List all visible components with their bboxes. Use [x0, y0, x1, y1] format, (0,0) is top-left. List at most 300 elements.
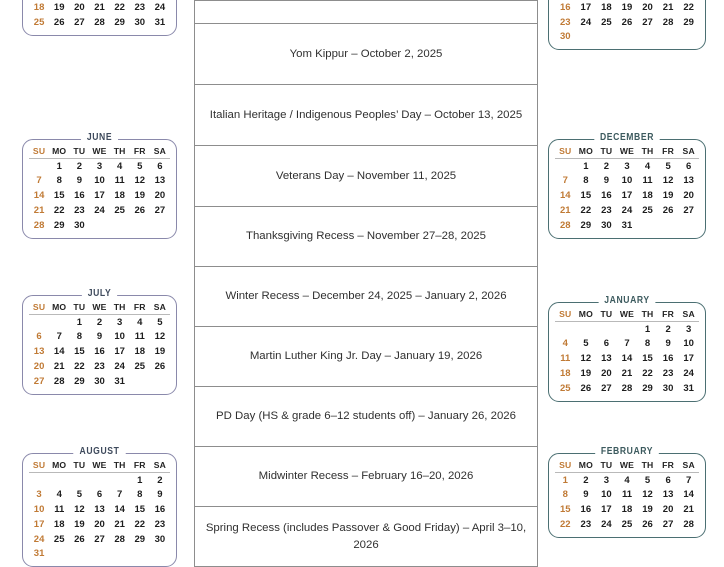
- list-item-label: Yom Kippur – October 2, 2025: [290, 46, 443, 63]
- calendar-day[interactable]: 3: [89, 159, 109, 174]
- calendar-day[interactable]: 2: [69, 159, 89, 174]
- calendar-day[interactable]: 24: [617, 203, 638, 218]
- calendar-day[interactable]: 19: [617, 0, 638, 15]
- calendar-body: [555, 0, 699, 44]
- calendar-week-row: [29, 547, 170, 562]
- calendar-day[interactable]: 15: [130, 503, 150, 518]
- calendar-day[interactable]: 18: [617, 503, 638, 518]
- calendar-day[interactable]: 8: [49, 174, 69, 189]
- calendar-day[interactable]: 22: [637, 366, 658, 381]
- calendar-day[interactable]: 4: [555, 337, 576, 352]
- calendar-day[interactable]: 31: [678, 381, 699, 396]
- calendar-day[interactable]: 28: [617, 381, 638, 396]
- calendar-day[interactable]: 19: [576, 366, 597, 381]
- calendar-grid: [29, 0, 170, 30]
- calendar-day-empty: [150, 547, 170, 562]
- calendar-week-row: [555, 218, 699, 233]
- calendar-day[interactable]: 9: [596, 174, 617, 189]
- calendar-day[interactable]: 20: [596, 366, 617, 381]
- calendar-day[interactable]: 26: [576, 381, 597, 396]
- calendar-day[interactable]: 5: [150, 315, 170, 330]
- calendar-day[interactable]: 18: [555, 366, 576, 381]
- calendar-day[interactable]: 9: [89, 330, 109, 345]
- list-item: [195, 1, 537, 24]
- calendar-day[interactable]: 15: [555, 503, 576, 518]
- calendar-day[interactable]: 4: [49, 488, 69, 503]
- calendar-day[interactable]: 5: [637, 473, 658, 488]
- calendar-day[interactable]: 17: [617, 189, 638, 204]
- calendar-day-empty: [678, 218, 699, 233]
- weekday-header: SU: [29, 300, 49, 315]
- list-item: [195, 327, 537, 387]
- calendar-day[interactable]: 29: [637, 381, 658, 396]
- calendar-day[interactable]: 12: [69, 503, 89, 518]
- calendar-day[interactable]: 25: [555, 381, 576, 396]
- calendar-day[interactable]: 10: [110, 330, 130, 345]
- calendar-day[interactable]: 16: [576, 503, 597, 518]
- weekday-header: WE: [617, 458, 638, 473]
- list-item-label: Midwinter Recess – February 16–20, 2026: [259, 468, 474, 485]
- calendar-day[interactable]: 13: [150, 174, 170, 189]
- calendar-grid: [29, 300, 170, 389]
- weekday-header: WE: [89, 458, 109, 473]
- calendar-day[interactable]: 25: [29, 15, 49, 30]
- calendar-day[interactable]: 27: [150, 203, 170, 218]
- calendar-day[interactable]: 7: [617, 337, 638, 352]
- weekday-header: MO: [576, 458, 597, 473]
- calendar-day[interactable]: 30: [150, 532, 170, 547]
- calendar-day[interactable]: 3: [678, 322, 699, 337]
- calendar-day[interactable]: 9: [658, 337, 679, 352]
- calendar-week-row: [29, 189, 170, 204]
- calendar-day[interactable]: 27: [89, 532, 109, 547]
- calendar-day[interactable]: 23: [555, 15, 576, 30]
- calendar-day[interactable]: 1: [69, 315, 89, 330]
- calendar-day[interactable]: 11: [49, 503, 69, 518]
- calendar-day[interactable]: 3: [110, 315, 130, 330]
- calendar-day[interactable]: 22: [555, 517, 576, 532]
- calendar-day-empty: [89, 473, 109, 488]
- calendar-day[interactable]: 9: [150, 488, 170, 503]
- calendar-day[interactable]: 21: [110, 517, 130, 532]
- calendar-day[interactable]: 16: [150, 503, 170, 518]
- calendar-day[interactable]: 3: [617, 159, 638, 174]
- mini-calendar-february-2026: [548, 453, 706, 538]
- calendar-day[interactable]: 30: [130, 15, 150, 30]
- holiday-list: [194, 0, 538, 567]
- calendar-day[interactable]: 20: [658, 503, 679, 518]
- calendar-day[interactable]: 16: [555, 0, 576, 15]
- calendar-week-row: [29, 159, 170, 174]
- weekday-header: TH: [110, 300, 130, 315]
- calendar-day[interactable]: 29: [110, 15, 130, 30]
- calendar-day[interactable]: 25: [637, 203, 658, 218]
- calendar-day[interactable]: 31: [617, 218, 638, 233]
- calendar-day[interactable]: 9: [69, 174, 89, 189]
- calendar-day[interactable]: 26: [150, 359, 170, 374]
- calendar-day[interactable]: 27: [637, 15, 658, 30]
- calendar-day[interactable]: 6: [678, 159, 699, 174]
- calendar-day[interactable]: 29: [576, 218, 597, 233]
- calendar-day[interactable]: 15: [69, 345, 89, 360]
- calendar-day[interactable]: 4: [617, 473, 638, 488]
- calendar-day[interactable]: 10: [617, 174, 638, 189]
- calendar-day[interactable]: 23: [130, 0, 150, 15]
- weekday-header: TH: [110, 458, 130, 473]
- calendar-day[interactable]: 11: [617, 488, 638, 503]
- calendar-day[interactable]: 21: [29, 203, 49, 218]
- calendar-day[interactable]: 3: [29, 488, 49, 503]
- calendar-week-row: [555, 30, 699, 45]
- calendar-day[interactable]: 18: [596, 0, 617, 15]
- calendar-day[interactable]: 4: [110, 159, 130, 174]
- calendar-day[interactable]: 14: [678, 488, 699, 503]
- calendar-day[interactable]: 26: [637, 517, 658, 532]
- calendar-day[interactable]: 18: [110, 189, 130, 204]
- calendar-day[interactable]: 8: [69, 330, 89, 345]
- calendar-day[interactable]: 17: [29, 517, 49, 532]
- calendar-day[interactable]: 14: [49, 345, 69, 360]
- calendar-day[interactable]: 23: [596, 203, 617, 218]
- calendar-day[interactable]: 12: [658, 174, 679, 189]
- calendar-day[interactable]: 2: [658, 322, 679, 337]
- calendar-day[interactable]: 26: [49, 15, 69, 30]
- calendar-day[interactable]: 9: [576, 488, 597, 503]
- calendar-week-row: [555, 352, 699, 367]
- calendar-day[interactable]: 8: [576, 174, 597, 189]
- calendar-day[interactable]: 15: [49, 189, 69, 204]
- calendar-day[interactable]: 1: [130, 473, 150, 488]
- calendar-day[interactable]: 21: [555, 203, 576, 218]
- calendar-day-empty: [576, 322, 597, 337]
- calendar-day[interactable]: 6: [29, 330, 49, 345]
- calendar-day[interactable]: 21: [89, 0, 109, 15]
- calendar-day[interactable]: 10: [678, 337, 699, 352]
- calendar-day[interactable]: 25: [49, 532, 69, 547]
- calendar-day[interactable]: 25: [596, 15, 617, 30]
- calendar-day[interactable]: 19: [49, 0, 69, 15]
- calendar-body: [29, 315, 170, 389]
- calendar-day[interactable]: 20: [637, 0, 658, 15]
- list-item-label: Martin Luther King Jr. Day – January 19, 2026: [250, 348, 482, 365]
- calendar-day[interactable]: 21: [658, 0, 679, 15]
- calendar-day-empty: [617, 30, 638, 45]
- weekday-header: SU: [555, 307, 576, 322]
- calendar-day[interactable]: 22: [576, 203, 597, 218]
- calendar-day[interactable]: 11: [110, 174, 130, 189]
- calendar-day[interactable]: 15: [637, 352, 658, 367]
- calendar-day[interactable]: 23: [69, 203, 89, 218]
- calendar-day[interactable]: 25: [130, 359, 150, 374]
- calendar-day[interactable]: 28: [49, 374, 69, 389]
- list-item-label: Winter Recess – December 24, 2025 – January 2, 2026: [225, 288, 506, 305]
- calendar-day[interactable]: 20: [150, 189, 170, 204]
- calendar-day[interactable]: 30: [89, 374, 109, 389]
- calendar-day-empty: [150, 374, 170, 389]
- weekday-header: TH: [637, 458, 658, 473]
- calendar-day[interactable]: 24: [89, 203, 109, 218]
- weekday-header: FR: [658, 458, 679, 473]
- right-calendar-column: [542, 0, 724, 533]
- calendar-week-row: [555, 15, 699, 30]
- calendar-day[interactable]: 21: [678, 503, 699, 518]
- calendar-day[interactable]: 12: [576, 352, 597, 367]
- calendar-day[interactable]: 24: [576, 15, 597, 30]
- calendar-day[interactable]: 23: [89, 359, 109, 374]
- calendar-day[interactable]: 30: [555, 30, 576, 45]
- calendar-day[interactable]: 26: [69, 532, 89, 547]
- calendar-day[interactable]: 13: [678, 174, 699, 189]
- calendar-day[interactable]: 25: [110, 203, 130, 218]
- weekday-header: TU: [69, 144, 89, 159]
- calendar-day[interactable]: 23: [576, 517, 597, 532]
- weekday-header: MO: [49, 144, 69, 159]
- calendar-day[interactable]: 22: [130, 517, 150, 532]
- weekday-header: SU: [29, 458, 49, 473]
- calendar-week-row: [555, 381, 699, 396]
- calendar-day[interactable]: 26: [617, 15, 638, 30]
- calendar-day[interactable]: 2: [89, 315, 109, 330]
- calendar-day[interactable]: 20: [29, 359, 49, 374]
- calendar-day[interactable]: 11: [555, 352, 576, 367]
- calendar-day[interactable]: 5: [130, 159, 150, 174]
- weekday-header: MO: [49, 300, 69, 315]
- calendar-day-empty: [576, 30, 597, 45]
- weekday-header: SA: [150, 458, 170, 473]
- calendar-day[interactable]: 8: [637, 337, 658, 352]
- calendar-day[interactable]: 24: [596, 517, 617, 532]
- calendar-day[interactable]: 23: [658, 366, 679, 381]
- calendar-day[interactable]: 10: [596, 488, 617, 503]
- calendar-day[interactable]: 12: [130, 174, 150, 189]
- calendar-day[interactable]: 7: [110, 488, 130, 503]
- calendar-week-row: [29, 503, 170, 518]
- calendar-body: [29, 159, 170, 233]
- calendar-day[interactable]: 24: [150, 0, 170, 15]
- calendar-day[interactable]: 16: [89, 345, 109, 360]
- weekday-header: TH: [110, 144, 130, 159]
- mini-calendar-december-2025: [548, 139, 706, 239]
- calendar-day[interactable]: 17: [110, 345, 130, 360]
- calendar-day[interactable]: 1: [49, 159, 69, 174]
- weekday-header: SA: [678, 458, 699, 473]
- calendar-day[interactable]: 26: [658, 203, 679, 218]
- calendar-week-row: [555, 473, 699, 488]
- calendar-day[interactable]: 2: [596, 159, 617, 174]
- weekday-header: WE: [617, 307, 638, 322]
- calendar-day[interactable]: 6: [89, 488, 109, 503]
- calendar-day[interactable]: 13: [596, 352, 617, 367]
- calendar-day[interactable]: 28: [555, 218, 576, 233]
- calendar-day[interactable]: 27: [69, 15, 89, 30]
- calendar-day[interactable]: 20: [69, 0, 89, 15]
- calendar-week-row: [29, 330, 170, 345]
- calendar-week-row: [29, 473, 170, 488]
- calendar-day[interactable]: 16: [596, 189, 617, 204]
- calendar-day[interactable]: 11: [637, 174, 658, 189]
- calendar-grid: [555, 144, 699, 233]
- weekday-header: FR: [130, 144, 150, 159]
- calendar-day[interactable]: 12: [150, 330, 170, 345]
- calendar-day[interactable]: 14: [555, 189, 576, 204]
- calendar-day[interactable]: 30: [596, 218, 617, 233]
- calendar-day[interactable]: 18: [130, 345, 150, 360]
- calendar-week-row: [555, 337, 699, 352]
- calendar-day[interactable]: 8: [130, 488, 150, 503]
- calendar-day[interactable]: 17: [678, 352, 699, 367]
- calendar-day[interactable]: 1: [637, 322, 658, 337]
- weekday-header: SA: [678, 144, 699, 159]
- calendar-day-empty: [49, 547, 69, 562]
- list-item: [195, 85, 537, 146]
- calendar-day[interactable]: 28: [658, 15, 679, 30]
- calendar-body: [555, 159, 699, 233]
- calendar-day[interactable]: 14: [617, 352, 638, 367]
- calendar-day[interactable]: 6: [596, 337, 617, 352]
- calendar-week-row: [29, 345, 170, 360]
- calendar-day[interactable]: 10: [29, 503, 49, 518]
- calendar-day[interactable]: 27: [29, 374, 49, 389]
- calendar-day[interactable]: 15: [576, 189, 597, 204]
- calendar-day[interactable]: 22: [49, 203, 69, 218]
- calendar-day[interactable]: 25: [617, 517, 638, 532]
- month-title: JANUARY: [560, 295, 694, 306]
- calendar-day[interactable]: 27: [678, 203, 699, 218]
- calendar-day[interactable]: 1: [576, 159, 597, 174]
- calendar-day[interactable]: 29: [678, 15, 699, 30]
- calendar-day[interactable]: 5: [576, 337, 597, 352]
- calendar-day-empty: [29, 315, 49, 330]
- calendar-day-empty: [110, 218, 130, 233]
- calendar-day[interactable]: 7: [49, 330, 69, 345]
- calendar-day[interactable]: 22: [69, 359, 89, 374]
- calendar-day[interactable]: 28: [29, 218, 49, 233]
- calendar-day[interactable]: 7: [555, 174, 576, 189]
- calendar-day[interactable]: 21: [49, 359, 69, 374]
- calendar-week-row: [555, 366, 699, 381]
- calendar-day[interactable]: 18: [29, 0, 49, 15]
- calendar-day[interactable]: 31: [29, 547, 49, 562]
- calendar-day-empty: [555, 159, 576, 174]
- calendar-day[interactable]: 6: [658, 473, 679, 488]
- calendar-day[interactable]: 28: [678, 517, 699, 532]
- calendar-day[interactable]: 20: [678, 189, 699, 204]
- mini-calendar-august-2026: [22, 453, 177, 567]
- month-title: FEBRUARY: [560, 446, 694, 457]
- mini-calendar-may-2026: [22, 0, 177, 36]
- calendar-day[interactable]: 26: [130, 203, 150, 218]
- weekday-header: MO: [576, 307, 597, 322]
- calendar-day[interactable]: 11: [130, 330, 150, 345]
- calendar-day[interactable]: 12: [637, 488, 658, 503]
- calendar-day[interactable]: 7: [29, 174, 49, 189]
- calendar-day[interactable]: 1: [555, 473, 576, 488]
- calendar-day[interactable]: 28: [110, 532, 130, 547]
- calendar-day[interactable]: 31: [110, 374, 130, 389]
- calendar-day[interactable]: 27: [596, 381, 617, 396]
- calendar-day[interactable]: 19: [637, 503, 658, 518]
- weekday-header: FR: [658, 307, 679, 322]
- month-title: AUGUST: [34, 446, 166, 457]
- holiday-list-column: [190, 0, 542, 533]
- calendar-day-empty: [596, 322, 617, 337]
- calendar-day[interactable]: 24: [29, 532, 49, 547]
- calendar-day-empty: [130, 218, 150, 233]
- calendar-week-row: [29, 517, 170, 532]
- calendar-day[interactable]: 6: [150, 159, 170, 174]
- calendar-day[interactable]: 24: [678, 366, 699, 381]
- calendar-day[interactable]: 20: [89, 517, 109, 532]
- calendar-day[interactable]: 30: [658, 381, 679, 396]
- calendar-day[interactable]: 29: [130, 532, 150, 547]
- calendar-day[interactable]: 24: [110, 359, 130, 374]
- calendar-day[interactable]: 5: [658, 159, 679, 174]
- calendar-day[interactable]: 19: [130, 189, 150, 204]
- list-item-label: Thanksgiving Recess – November 27–28, 2025: [246, 228, 486, 245]
- calendar-day-empty: [29, 159, 49, 174]
- calendar-day[interactable]: 30: [69, 218, 89, 233]
- calendar-day[interactable]: 17: [576, 0, 597, 15]
- calendar-day[interactable]: 4: [637, 159, 658, 174]
- calendar-day[interactable]: 2: [576, 473, 597, 488]
- weekday-header: WE: [89, 144, 109, 159]
- calendar-day-empty: [89, 547, 109, 562]
- calendar-day[interactable]: 29: [69, 374, 89, 389]
- calendar-day[interactable]: 14: [29, 189, 49, 204]
- calendar-day-empty: [69, 473, 89, 488]
- calendar-day[interactable]: 18: [49, 517, 69, 532]
- mini-calendar-january-2026: [548, 302, 706, 402]
- calendar-week-row: [555, 189, 699, 204]
- weekday-header: TU: [69, 300, 89, 315]
- calendar-day[interactable]: 16: [69, 189, 89, 204]
- calendar-day[interactable]: 22: [678, 0, 699, 15]
- calendar-day[interactable]: 18: [637, 189, 658, 204]
- calendar-day[interactable]: 13: [29, 345, 49, 360]
- calendar-day[interactable]: 19: [69, 517, 89, 532]
- calendar-day[interactable]: 17: [89, 189, 109, 204]
- calendar-day[interactable]: 27: [658, 517, 679, 532]
- calendar-day[interactable]: 10: [89, 174, 109, 189]
- calendar-grid: [555, 0, 699, 44]
- calendar-day-empty: [150, 218, 170, 233]
- calendar-day[interactable]: 31: [150, 15, 170, 30]
- calendar-day[interactable]: 19: [150, 345, 170, 360]
- calendar-day[interactable]: 22: [110, 0, 130, 15]
- calendar-day-empty: [69, 547, 89, 562]
- calendar-day[interactable]: 8: [555, 488, 576, 503]
- calendar-day[interactable]: 7: [678, 473, 699, 488]
- calendar-day[interactable]: 13: [89, 503, 109, 518]
- list-item: [195, 387, 537, 447]
- calendar-day[interactable]: 28: [89, 15, 109, 30]
- mini-calendar-july-2026: [22, 295, 177, 395]
- weekday-header: FR: [658, 144, 679, 159]
- calendar-day[interactable]: 14: [110, 503, 130, 518]
- calendar-day-empty: [29, 473, 49, 488]
- calendar-day[interactable]: 29: [49, 218, 69, 233]
- calendar-day[interactable]: 16: [658, 352, 679, 367]
- calendar-day[interactable]: 5: [69, 488, 89, 503]
- calendar-day[interactable]: 21: [617, 366, 638, 381]
- calendar-day[interactable]: 3: [596, 473, 617, 488]
- calendar-day[interactable]: 23: [150, 517, 170, 532]
- calendar-day[interactable]: 13: [658, 488, 679, 503]
- calendar-day[interactable]: 4: [130, 315, 150, 330]
- calendar-day[interactable]: 17: [596, 503, 617, 518]
- calendar-day[interactable]: 2: [150, 473, 170, 488]
- calendar-day[interactable]: 19: [658, 189, 679, 204]
